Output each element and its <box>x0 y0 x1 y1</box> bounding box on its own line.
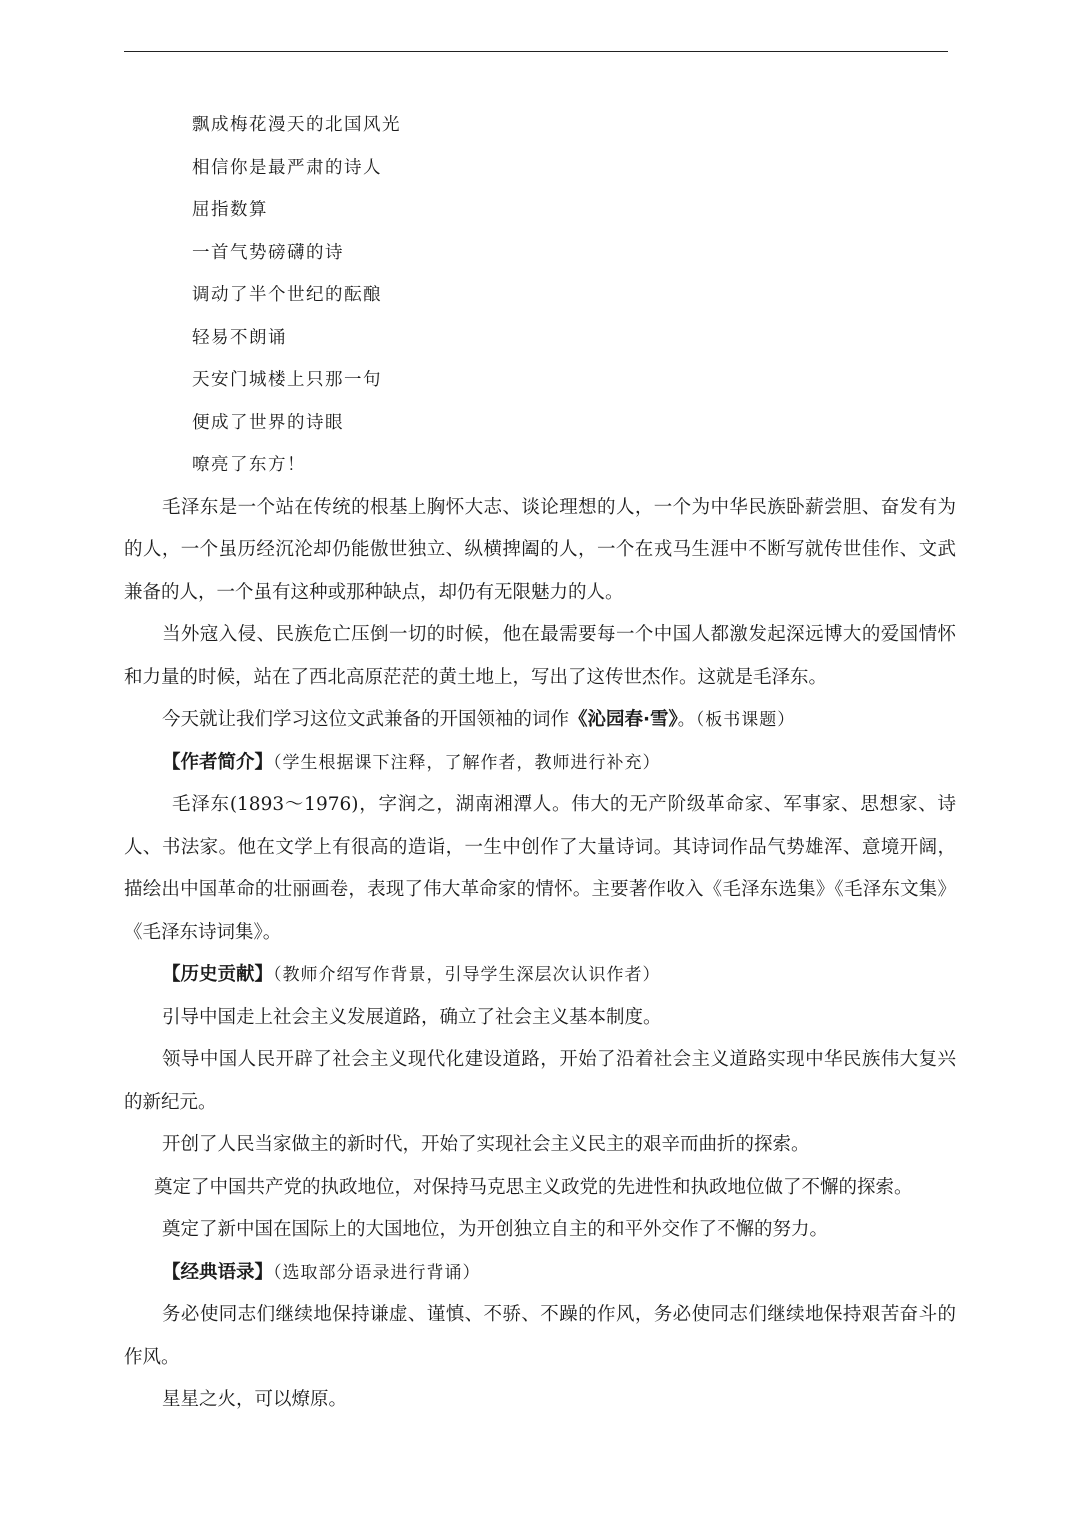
history-item: 奠定了新中国在国际上的大国地位，为开创独立自主的和平外交作了不懈的努力。 <box>162 1219 829 1240</box>
quote-item: 星星之火，可以燎原。 <box>162 1389 348 1410</box>
section-title: 【经典语录】 <box>162 1261 274 1283</box>
author-bio: 毛泽东(1893～1976)，字润之，湖南湘潭人。伟大的无产阶级革命家、军事家、思想家、诗人、书法家。他在文学上有很高的造诣，一生中创作了大量诗词。其诗词作品气势雄浑、意境开阔，描绘出中国革命的壮丽画卷，表现了伟大革命家的情怀。主要著作收入《毛泽东选集》《毛泽东文集》《毛泽东诗词集》。 <box>124 794 956 943</box>
poem-line: 屈指数算 <box>192 200 268 220</box>
section-heading-author <box>124 742 956 785</box>
intro-paragraph: 当外寇入侵、民族危亡压倒一切的时候，他在最需要每一个中国人都激发起深远博大的爱国情怀和力量的时候，站在了西北高原茫茫的黄土地上，写出了这传世杰作。这就是毛泽东。 <box>124 624 956 688</box>
intro-paragraph: 毛泽东是一个站在传统的根基上胸怀大志、谈论理想的人，一个为中华民族卧薪尝胆、奋发有为的人，一个虽历经沉沦却仍能傲世独立、纵横捭阖的人，一个在戎马生涯中不断写就传世佳作、文武兼备的人，一个虽有这种或那种缺点，却仍有无限魅力的人。 <box>124 496 956 603</box>
lesson-title: 《沁园春·雪》 <box>569 709 678 730</box>
section-title: 【历史贡献】 <box>162 964 274 985</box>
section-note: （学生根据课下注释，了解作者，教师进行补充） <box>273 752 661 773</box>
section-heading-quotes <box>124 1252 956 1295</box>
poem-line: 一首气势磅礴的诗 <box>192 242 344 263</box>
lesson-intro-suffix: 。（板书课题） <box>677 710 796 730</box>
poem-line: 天安门城楼上只那一句 <box>192 370 382 390</box>
document-content <box>124 104 956 1422</box>
poem-line: 飘成梅花漫天的北国风光 <box>192 115 401 135</box>
section-title: 【作者简介】 <box>162 751 274 773</box>
quote-item: 务必使同志们继续地保持谦虚、谨慎、不骄、不躁的作风，务必使同志们继续地保持艰苦奋斗的作风。 <box>124 1304 956 1368</box>
poem-line: 相信你是最严肃的诗人 <box>192 157 382 178</box>
history-item: 开创了人民当家做主的新时代，开始了实现社会主义民主的艰辛而曲折的探索。 <box>162 1134 810 1155</box>
lesson-intro <box>124 699 956 742</box>
section-note: （选取部分语录进行背诵） <box>273 1262 481 1283</box>
history-item: 领导中国人民开辟了社会主义现代化建设道路，开始了沿着社会主义道路实现中华民族伟大复兴的新纪元。 <box>124 1049 956 1113</box>
section-heading-history <box>124 954 956 997</box>
history-item: 引导中国走上社会主义发展道路，确立了社会主义基本制度。 <box>162 1006 662 1028</box>
history-item: 奠定了中国共产党的执政地位，对保持马克思主义政党的先进性和执政地位做了不懈的探索。 <box>154 1176 913 1198</box>
poem-line: 便成了世界的诗眼 <box>192 412 344 433</box>
poem-line: 轻易不朗诵 <box>192 327 287 348</box>
header-rule <box>124 51 948 52</box>
poem <box>124 104 956 487</box>
poem-line: 嘹亮了东方！ <box>192 455 306 475</box>
section-note: （教师介绍写作背景，引导学生深层次认识作者） <box>273 965 661 985</box>
poem-line: 调动了半个世纪的酝酿 <box>192 285 382 305</box>
lesson-intro-prefix: 今天就让我们学习这位文武兼备的开国领袖的词作 <box>162 709 570 730</box>
